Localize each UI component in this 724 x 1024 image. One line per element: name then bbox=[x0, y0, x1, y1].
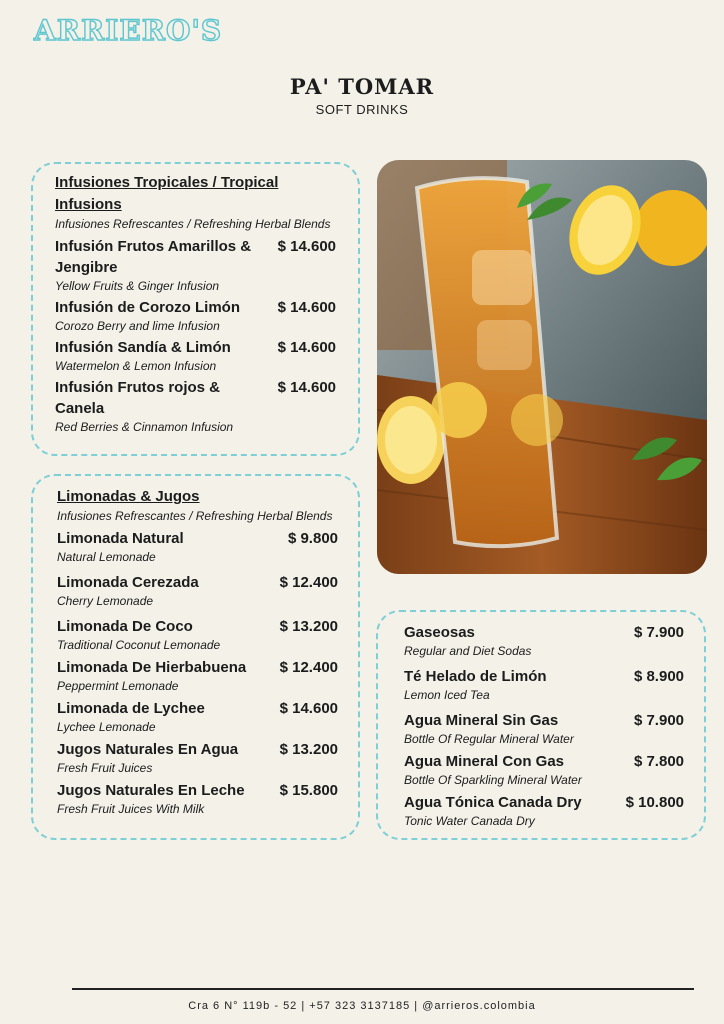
item-name: Infusión Frutos Amarillos & Jengibre bbox=[55, 238, 252, 276]
footer-contact: Cra 6 N° 119b - 52 | +57 323 3137185 | @arrieros.colombia bbox=[188, 1000, 536, 1012]
item-name: Limonada Natural bbox=[57, 530, 184, 547]
item-english: Lemon Iced Tea bbox=[404, 688, 490, 702]
item-english: Tonic Water Canada Dry bbox=[404, 814, 535, 828]
item-english: Lychee Lemonade bbox=[57, 720, 156, 734]
menu-item bbox=[55, 337, 336, 374]
menu-item bbox=[57, 657, 338, 694]
menu-item bbox=[57, 572, 338, 609]
item-price: $ 14.600 bbox=[277, 238, 336, 255]
item-price: $ 14.600 bbox=[279, 700, 338, 717]
item-english: Yellow Fruits & Ginger Infusion bbox=[55, 279, 220, 293]
footer-divider bbox=[72, 988, 694, 990]
page-heading bbox=[0, 74, 724, 117]
item-english: Bottle Of Regular Mineral Water bbox=[404, 732, 574, 746]
item-name: Agua Tónica Canada Dry bbox=[404, 794, 582, 811]
item-price: $ 12.400 bbox=[279, 574, 338, 591]
item-name: Té Helado de Limón bbox=[404, 668, 547, 685]
limonadas-section bbox=[31, 474, 360, 840]
item-english: Natural Lemonade bbox=[57, 550, 156, 564]
item-english: Cherry Lemonade bbox=[57, 594, 154, 608]
menu-item bbox=[404, 666, 684, 703]
item-name: Infusión de Corozo Limón bbox=[55, 299, 240, 316]
infusiones-section bbox=[31, 162, 360, 456]
menu-item bbox=[404, 792, 684, 829]
item-name: Jugos Naturales En Leche bbox=[57, 782, 245, 799]
item-english: Regular and Diet Sodas bbox=[404, 644, 532, 658]
item-english: Peppermint Lemonade bbox=[57, 679, 179, 693]
item-price: $ 7.900 bbox=[633, 712, 684, 729]
page-title: PA' TOMAR bbox=[289, 74, 435, 99]
item-price: $ 13.200 bbox=[279, 618, 338, 635]
menu-item bbox=[55, 297, 336, 334]
bebidas-section bbox=[376, 610, 706, 840]
item-price: $ 12.400 bbox=[279, 659, 338, 676]
menu-item bbox=[55, 236, 336, 294]
iced-tea-illustration bbox=[377, 160, 707, 574]
item-english: Fresh Fruit Juices With Milk bbox=[57, 802, 205, 816]
item-name: Limonada De Coco bbox=[57, 618, 193, 635]
limonadas-list bbox=[57, 528, 338, 817]
infusiones-title: Infusiones Tropicales / Tropical Infusions bbox=[55, 174, 279, 213]
item-name: Jugos Naturales En Agua bbox=[57, 741, 239, 758]
limonadas-title: Limonadas & Jugos bbox=[57, 488, 200, 505]
menu-item bbox=[57, 528, 338, 565]
item-price: $ 14.600 bbox=[277, 339, 336, 356]
menu-item bbox=[404, 622, 684, 659]
menu-item bbox=[57, 739, 338, 776]
menu-item bbox=[404, 751, 684, 788]
menu-item bbox=[57, 616, 338, 653]
item-english: Red Berries & Cinnamon Infusion bbox=[55, 420, 234, 434]
iced-tea-photo bbox=[377, 160, 707, 574]
item-name: Infusión Sandía & Limón bbox=[55, 339, 231, 356]
item-price: $ 9.800 bbox=[287, 530, 338, 547]
item-english: Corozo Berry and lime Infusion bbox=[55, 319, 220, 333]
item-name: Limonada De Hierbabuena bbox=[57, 659, 247, 676]
item-price: $ 7.900 bbox=[633, 624, 684, 641]
item-name: Infusión Frutos rojos & Canela bbox=[55, 379, 220, 417]
item-price: $ 15.800 bbox=[279, 782, 338, 799]
bebidas-list bbox=[404, 622, 684, 829]
item-price: $ 14.600 bbox=[277, 299, 336, 316]
menu-item bbox=[55, 377, 336, 435]
item-name: Limonada de Lychee bbox=[57, 700, 205, 717]
item-english: Traditional Coconut Lemonade bbox=[57, 638, 221, 652]
item-price: $ 7.800 bbox=[633, 753, 684, 770]
brand-logo: ARRIERO'S bbox=[34, 14, 223, 47]
infusiones-description: Infusiones Refrescantes / Refreshing Herbal Blends bbox=[55, 217, 331, 231]
limonadas-description: Infusiones Refrescantes / Refreshing Herbal Blends bbox=[57, 509, 333, 523]
item-price: $ 8.900 bbox=[633, 668, 684, 685]
page-subtitle: SOFT DRINKS bbox=[315, 102, 409, 117]
item-price: $ 10.800 bbox=[625, 794, 684, 811]
menu-item bbox=[57, 698, 338, 735]
item-price: $ 14.600 bbox=[277, 379, 336, 396]
item-name: Agua Mineral Sin Gas bbox=[404, 712, 559, 729]
item-name: Agua Mineral Con Gas bbox=[404, 753, 565, 770]
item-english: Watermelon & Lemon Infusion bbox=[55, 359, 217, 373]
item-name: Limonada Cerezada bbox=[57, 574, 199, 591]
item-english: Fresh Fruit Juices bbox=[57, 761, 153, 775]
menu-item bbox=[57, 780, 338, 817]
item-name: Gaseosas bbox=[404, 624, 475, 641]
item-english: Bottle Of Sparkling Mineral Water bbox=[404, 773, 582, 787]
menu-item bbox=[404, 710, 684, 747]
item-price: $ 13.200 bbox=[279, 741, 338, 758]
infusiones-list bbox=[55, 236, 336, 435]
